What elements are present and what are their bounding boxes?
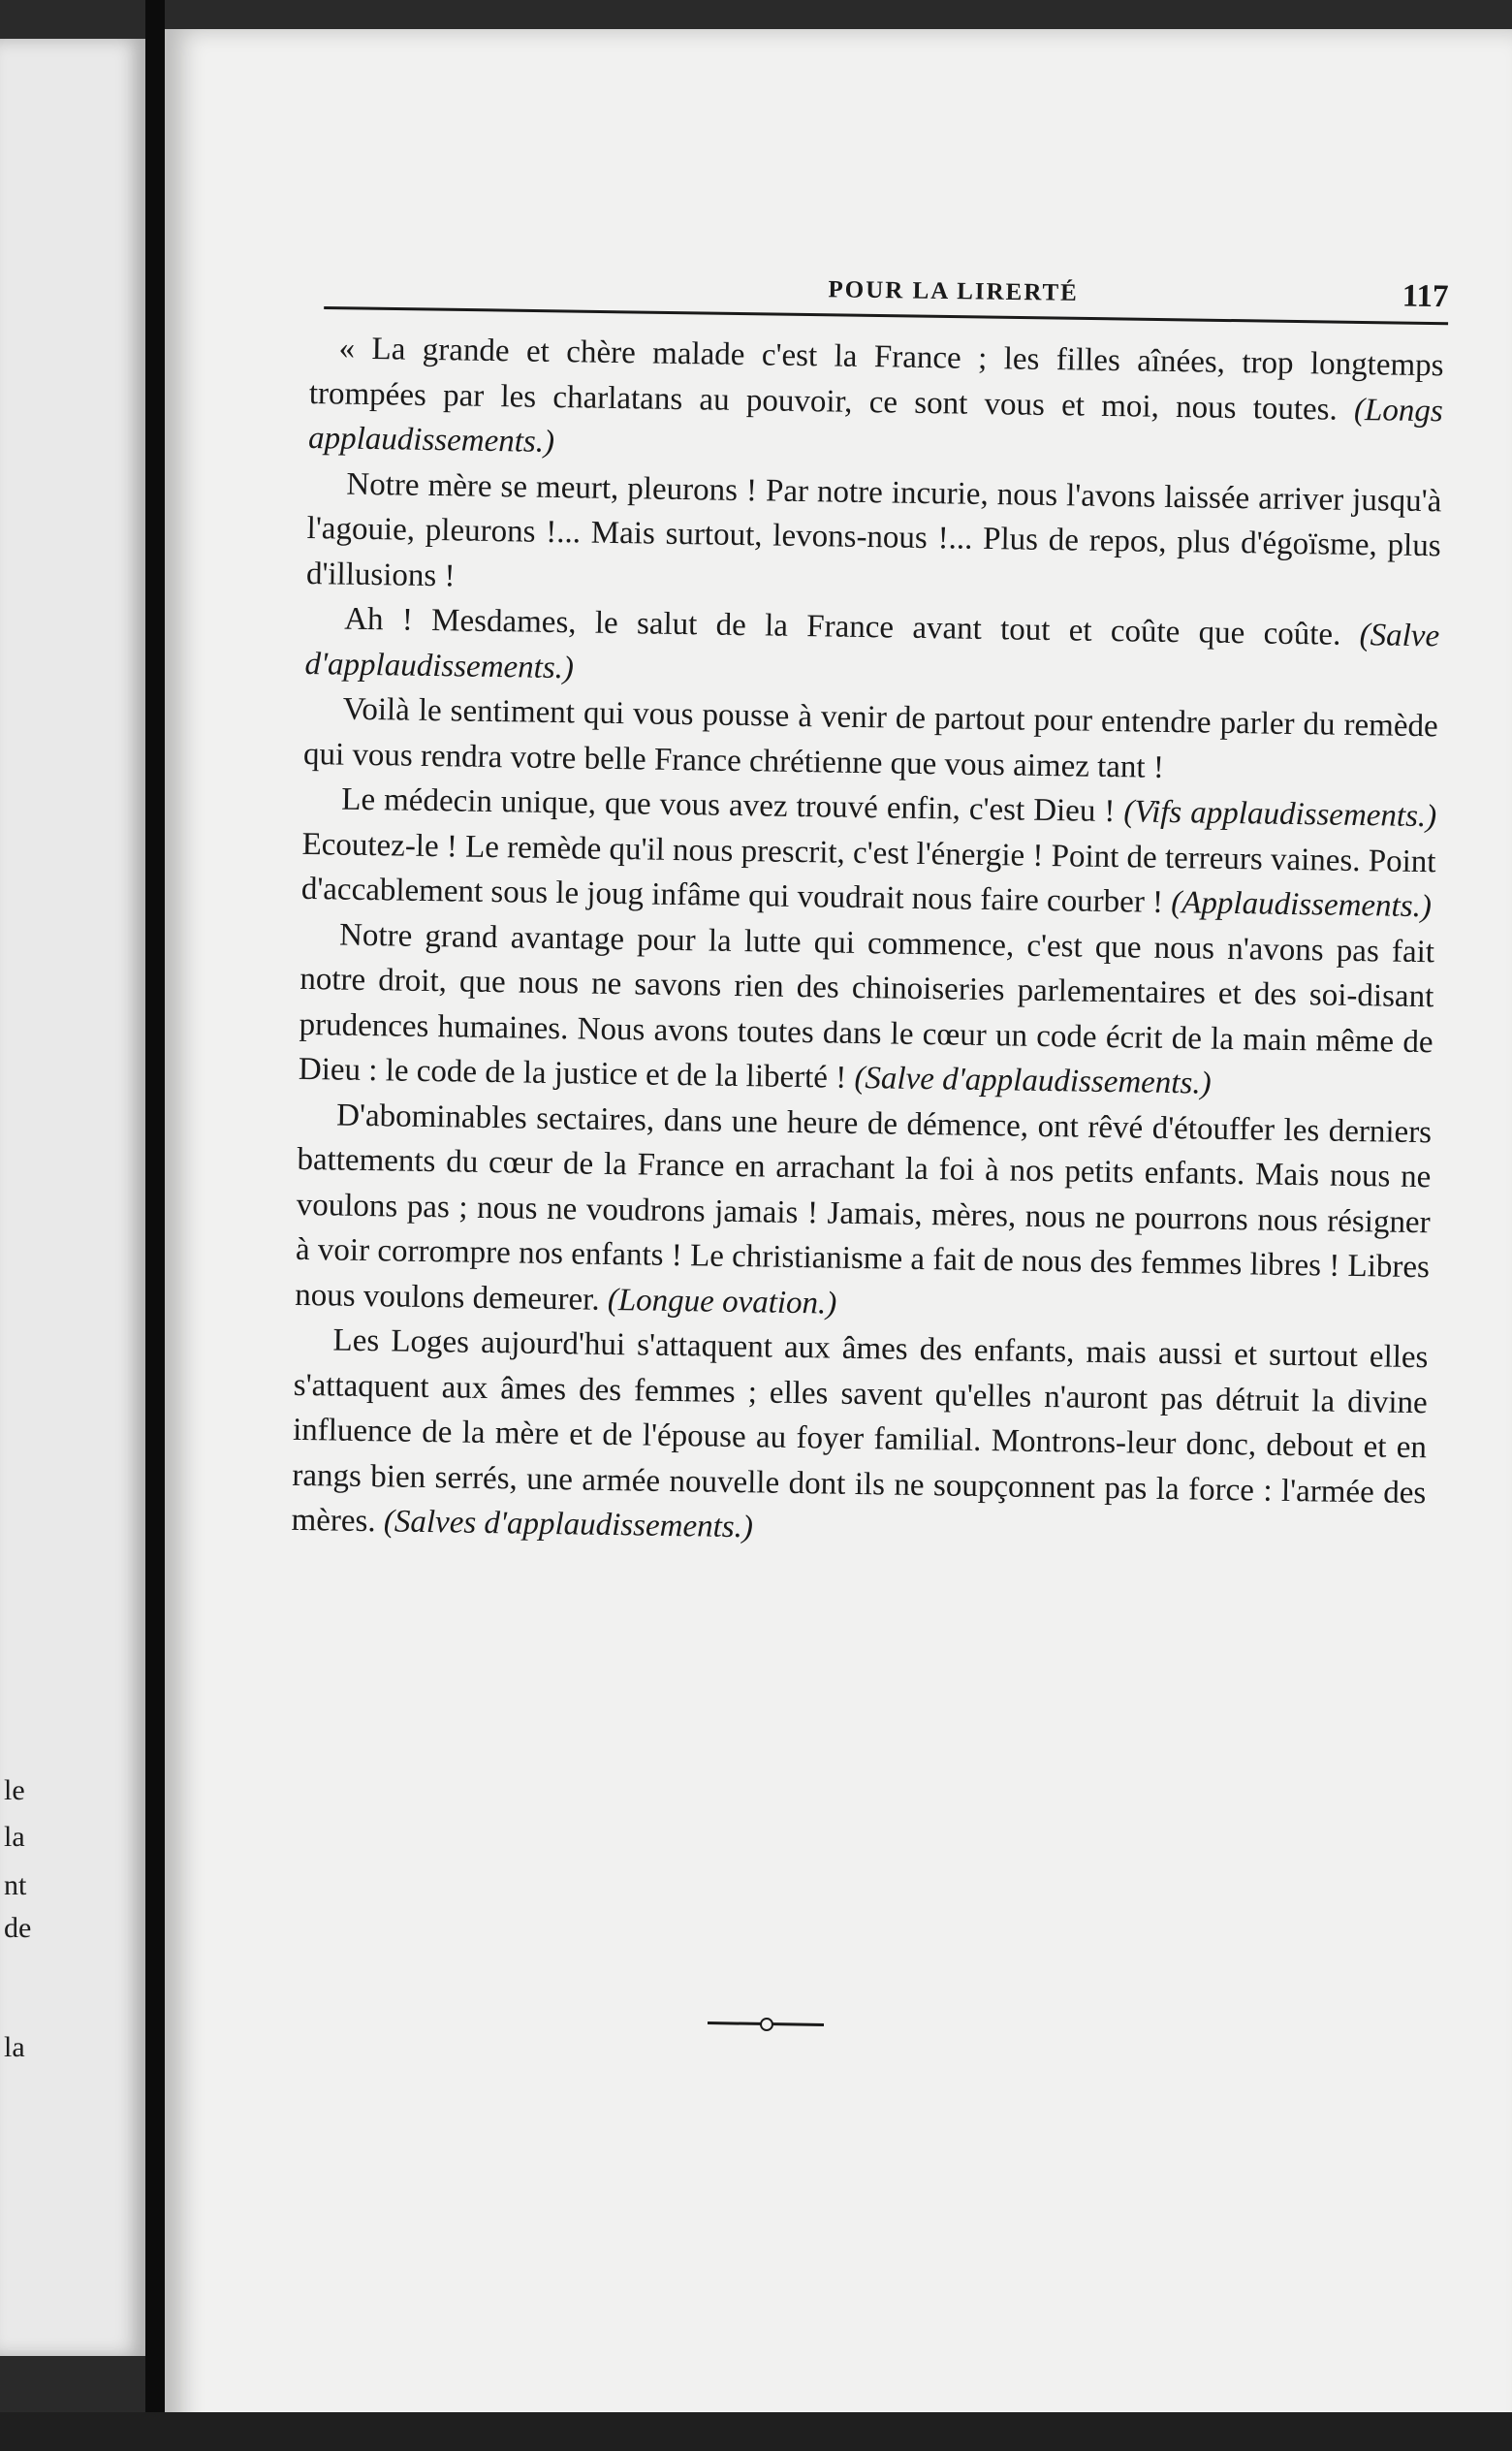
previous-page bbox=[0, 39, 145, 2356]
applause-note: (Longs applaudissements.) bbox=[307, 392, 1444, 460]
applause-note: (Salves d'applaudissements.) bbox=[383, 1504, 754, 1545]
applause-note: (Applaudissements.) bbox=[1171, 885, 1433, 925]
paragraph-text: Notre mère se meurt, pleurons ! Par notre incurie, nous l'avons laissée arriver jusqu'à l'agouie, pleurons !... Mais surtout, levons-nous !... Plus de repos, plus d'égoïsme, plus d'illusions ! bbox=[305, 466, 1442, 593]
paragraph-text-continued: Ecoutez-le ! Le remède qu'il nous prescrit, c'est l'énergie ! Point de terreurs vaines. Point d'accablement sous le joug infâme qui voudrait nous faire courber ! bbox=[300, 826, 1436, 920]
book-gutter bbox=[145, 0, 165, 2451]
paragraph bbox=[295, 1092, 1433, 1335]
paragraph bbox=[303, 686, 1438, 794]
paragraph bbox=[299, 911, 1435, 1109]
running-title: POUR LA LIRERTÉ bbox=[828, 276, 1080, 306]
applause-note: (Salve d'applaudissements.) bbox=[854, 1060, 1212, 1101]
applause-note: (Vifs applaudissements.) bbox=[1123, 794, 1437, 835]
paragraph bbox=[301, 777, 1437, 930]
paragraph bbox=[291, 1318, 1429, 1561]
left-page-fragment: la bbox=[4, 2031, 25, 2063]
scan-bottom-edge bbox=[0, 2412, 1512, 2451]
paragraph-text: Ah ! Mesdames, le salut de la France avant tout et coûte que coûte. bbox=[343, 601, 1341, 653]
paragraph-text: D'abominables sectaires, dans une heure de démence, ont rêvé d'étouffer les derniers battements du cœur de la France en arrachant la foi à nos petits enfants. Mais nous ne voulons pas ; nous ne voudrons jamais ! Jamais, mères, nous ne pourrons nous résigner à voir corrompre nos enfants ! Le christianisme a fait de nous des femmes libres ! Libres nous voulons demeurer. bbox=[295, 1098, 1433, 1318]
page-body bbox=[291, 326, 1444, 1561]
paragraph bbox=[306, 461, 1442, 614]
paragraph-text: Le médecin unique, que vous avez trouvé enfin, c'est Dieu ! bbox=[341, 781, 1116, 830]
applause-note: (Salve d'applaudissements.) bbox=[304, 618, 1440, 685]
paragraph-text: Les Loges aujourd'hui s'attaquent aux âmes des enfants, mais aussi et surtout elles s'attaquent aux âmes des femmes ; elles savent qu'elles n'auront pas détruit la divine influence de la mère et de l'épouse au foyer familial. Montrons-leur donc, debout et en rangs bien serrés, une armée nouvelle dont ils ne soupçonnent pas la force : l'armée des mères. bbox=[291, 1322, 1429, 1540]
left-page-fragment: la bbox=[4, 1821, 25, 1853]
paragraph bbox=[308, 326, 1444, 479]
paragraph bbox=[304, 596, 1439, 704]
left-page-fragment: de bbox=[4, 1912, 32, 1944]
page-number: 117 bbox=[1402, 278, 1449, 315]
page-header bbox=[324, 252, 1449, 325]
book-page bbox=[165, 29, 1512, 2451]
left-page-fragment: nt bbox=[4, 1869, 27, 1901]
applause-note: (Longue ovation.) bbox=[607, 1282, 837, 1321]
paragraph-text: Voilà le sentiment qui vous pousse à venir de partout pour entendre parler du remède qui vous rendra votre belle France chrétienne que vous aimez tant ! bbox=[302, 691, 1438, 785]
section-end-ornament bbox=[708, 2021, 824, 2026]
left-page-fragment: le bbox=[4, 1774, 25, 1806]
paragraph-text: Notre grand avantage pour la lutte qui commence, c'est que nous n'avons pas fait notre droit, que nous ne savons rien des chinoiseries parlementaires et des soi-disant prudences humaines. Nous avons toutes dans le cœur un code écrit de la main même de Dieu : le code de la justice et de la liberté ! bbox=[298, 917, 1435, 1096]
paragraph-text: « La grande et chère malade c'est la France ; les filles aînées, trop longtemps trompées par les charlatans au pouvoir, ce sont vous et moi, nous toutes. bbox=[308, 331, 1444, 428]
